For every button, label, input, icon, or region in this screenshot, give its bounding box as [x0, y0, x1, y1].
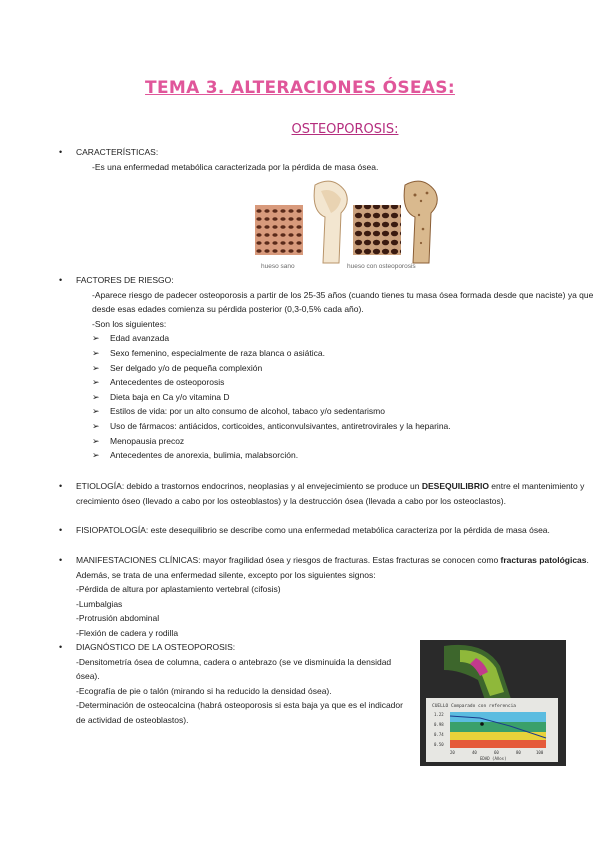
bullet-icon: •	[59, 555, 63, 565]
y-tick-label: 1.22	[434, 712, 444, 717]
x-tick-label: 20	[450, 750, 455, 755]
arrow-bullet-icon: ➢	[92, 406, 100, 417]
manifestaciones-emphasis: fracturas patológicas	[500, 555, 587, 565]
bullet-icon: •	[59, 642, 63, 652]
fisiopatologia-text: FISIOPATOLOGÍA: este desequilibrio se describe como una enfermedad metabólica caracteriza por la pérdida de masa ósea.	[76, 525, 550, 535]
list-item: -Protrusión abdominal	[76, 613, 160, 624]
arrow-bullet-icon: ➢	[92, 391, 100, 402]
x-tick-label: 60	[494, 750, 499, 755]
diagnostico-heading: DIAGNÓSTICO DE LA OSTEOPOROSIS:	[76, 642, 236, 652]
osteoporotic-femur-icon	[404, 181, 437, 263]
bone-comparison-figure	[255, 175, 445, 273]
arrow-bullet-icon: ➢	[92, 377, 100, 388]
section-etiologia	[59, 479, 596, 508]
factores-intro: -Aparece riesgo de padecer osteoporosis a partir de los 25-35 años (cuando tienes tu masa ósea formada desde que naciste) ya que desde esas edades comienza su pérdida posterior (0,3-0,5% cada año).	[92, 289, 594, 315]
caracteristicas-heading: CARACTERÍSTICAS:	[76, 147, 159, 157]
list-item: ➢ Antecedentes de osteoporosis	[76, 375, 596, 390]
osteoporotic-bone-texture	[353, 205, 401, 255]
densitometry-scan-image	[420, 640, 566, 766]
arrow-bullet-icon: ➢	[92, 435, 100, 446]
section-manifestaciones	[59, 553, 596, 641]
healthy-bone-texture	[255, 205, 303, 255]
y-tick-label: 0.98	[434, 722, 444, 727]
risk-factor-list	[76, 331, 596, 462]
list-item: -Flexión de cadera y rodilla	[76, 627, 179, 638]
arrow-bullet-icon: ➢	[92, 420, 100, 431]
factores-heading: FACTORES DE RIESGO:	[76, 275, 174, 285]
list-item: ➢ Estilos de vida: por un alto consumo de alcohol, tabaco y/o sedentarismo	[76, 404, 596, 419]
x-tick-label: 40	[472, 750, 477, 755]
list-item: ➢ Ser delgado y/o de pequeña complexión	[76, 361, 596, 376]
list-item: ➢ Dieta baja en Ca y/o vitamina D	[76, 390, 596, 405]
list-item: -Densitometría ósea de columna, cadera o antebrazo (se ve disminuida la densidad ósea).	[76, 656, 392, 682]
arrow-bullet-icon: ➢	[92, 333, 100, 344]
section-caracteristicas	[59, 145, 596, 174]
list-item: -Lumbalgias	[76, 598, 123, 609]
etiologia-emphasis: DESEQUILIBRIO	[421, 481, 489, 491]
caracteristicas-text: -Es una enfermedad metabólica caracterizada por la pérdida de masa ósea.	[92, 161, 379, 172]
list-item: ➢ Antecedentes de anorexia, bulimia, malabsorción.	[76, 448, 596, 463]
x-tick-label: 100	[536, 750, 544, 755]
arrow-bullet-icon: ➢	[92, 362, 100, 373]
list-item: ➢ Uso de fármacos: antiácidos, corticoides, anticonvulsivantes, antiretrovirales y la heparina.	[76, 419, 596, 434]
bullet-icon: •	[59, 525, 63, 535]
scan-label: CUELLO Comparado con referencia	[432, 704, 516, 709]
section-factores-riesgo	[59, 273, 596, 463]
list-item: -Pérdida de altura por aplastamiento vertebral (cifosis)	[76, 584, 281, 595]
bullet-icon: •	[59, 275, 63, 285]
list-item: -Ecografía de pie o talón (mirando si ha reducido la densidad ósea).	[76, 685, 332, 696]
y-tick-label: 0.74	[434, 732, 444, 737]
list-item: ➢ Menopausia precoz	[76, 434, 596, 449]
section-fisiopatologia	[59, 523, 596, 538]
caption-osteoporotic-bone: hueso con osteoporosis	[347, 263, 416, 270]
list-item: -Determinación de osteocalcina (habrá osteoporosis si esta baja ya que es el indicador de actividad de osteoblastos).	[76, 700, 403, 725]
etiologia-text: ETIOLOGÍA: debido a trastornos endocrinos, neoplasias y al envejecimiento se produce un DESEQUILIBRIO entre el mantenimiento y crecimiento óseo (llevado a cabo por los osteoblastos) y la destrucción ósea (llevada a cabo por los osteoclastos).	[76, 481, 585, 506]
healthy-femur-icon	[314, 181, 347, 263]
reference-bands	[450, 712, 546, 748]
section-subtitle: OSTEOPOROSIS:	[291, 122, 399, 137]
bullet-icon: •	[59, 481, 63, 491]
y-tick-label: 0.50	[434, 742, 444, 747]
list-item: ➢ Edad avanzada	[76, 331, 596, 346]
manifestaciones-text: MANIFESTACIONES CLÍNICAS: mayor fragilidad ósea y riesgos de fracturas. Estas fracturas se conocen como fracturas patológicas. Además, se trata de una enfermedad silente, excepto por los siguientes signos:	[76, 555, 589, 580]
x-tick-label: 80	[516, 750, 521, 755]
section-diagnostico	[59, 640, 411, 728]
arrow-bullet-icon: ➢	[92, 450, 100, 461]
list-item: ➢ Sexo femenino, especialmente de raza blanca o asiática.	[76, 346, 596, 361]
arrow-bullet-icon: ➢	[92, 347, 100, 358]
caption-healthy-bone: hueso sano	[261, 263, 295, 270]
page-title: TEMA 3. ALTERACIONES ÓSEAS:	[145, 78, 455, 98]
bullet-icon: •	[59, 147, 63, 157]
x-axis-label: EDAD (Años)	[480, 756, 507, 761]
factores-list-intro: -Son los siguientes:	[92, 318, 167, 329]
